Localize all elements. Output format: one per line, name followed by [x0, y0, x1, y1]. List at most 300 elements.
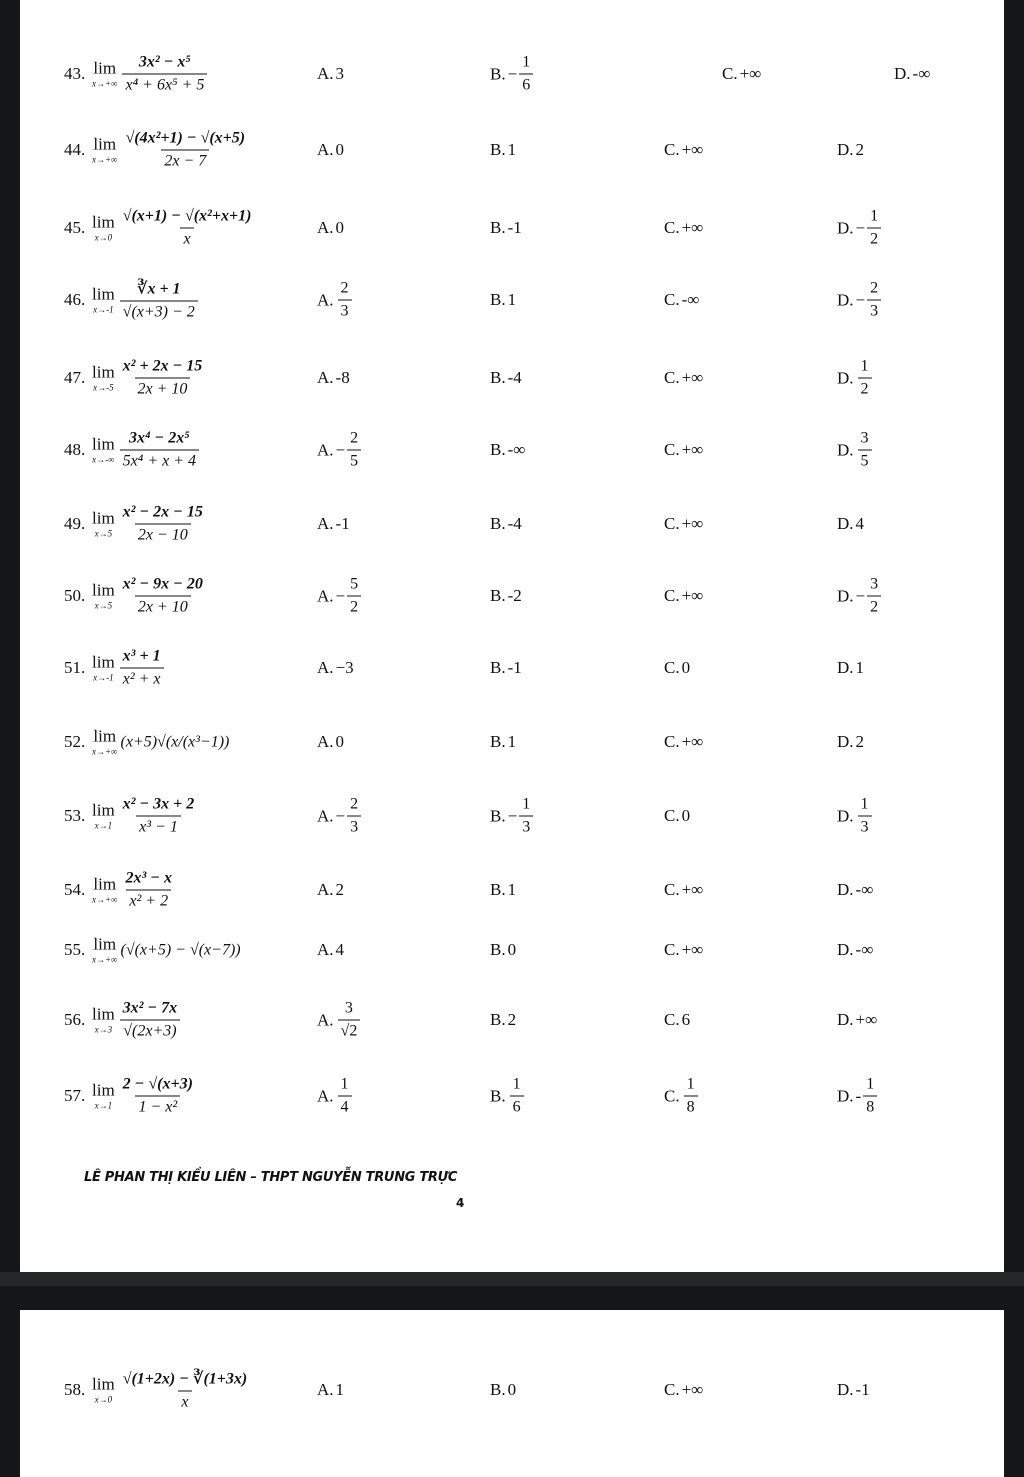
fraction-denominator: 2: [347, 596, 361, 617]
option-d[interactable]: [837, 940, 873, 960]
lim-word: lim: [93, 934, 117, 954]
option-label: C.: [664, 514, 680, 533]
option-c[interactable]: [664, 732, 703, 752]
limit-fraction: [122, 870, 175, 911]
lim-word: lim: [93, 874, 117, 894]
option-value: +∞: [681, 586, 704, 605]
limit-fraction: [120, 504, 206, 545]
option-sign: −: [855, 218, 866, 237]
limit-expression: [92, 208, 256, 249]
fraction-denominator: 5x⁴ + x + 4: [120, 450, 199, 471]
fraction-numerator: 3: [870, 575, 879, 593]
limit-operator: [92, 802, 115, 831]
option-b[interactable]: [490, 514, 522, 534]
option-value: -∞: [681, 290, 700, 309]
option-value: -4: [507, 514, 522, 533]
option-label: A.: [317, 514, 334, 533]
lim-subscript: x→-1: [93, 304, 114, 315]
option-label: D.: [837, 1010, 854, 1029]
limit-expression: [92, 279, 200, 322]
limit-operator: [92, 1376, 115, 1405]
option-fraction: [347, 796, 361, 837]
lim-word: lim: [92, 284, 115, 304]
lim-subscript: x→1: [94, 820, 113, 831]
question-number: 56.: [64, 1010, 86, 1029]
option-label: A.: [317, 658, 334, 677]
limit-fraction: [122, 130, 248, 171]
option-a[interactable]: [317, 880, 344, 900]
option-fraction: [338, 280, 352, 321]
option-value: +∞: [739, 64, 762, 83]
question-number: 44.: [64, 140, 86, 159]
option-label: A.: [317, 64, 334, 83]
option-value: -∞: [855, 940, 874, 959]
question-row: [64, 1360, 1004, 1420]
lim-word: lim: [92, 1004, 115, 1024]
lim-subscript: x→5: [94, 600, 113, 611]
option-b[interactable]: [490, 796, 535, 837]
option-sign: −: [507, 64, 518, 83]
option-value: +∞: [681, 440, 704, 459]
fraction-denominator: 2: [858, 378, 872, 399]
option-b[interactable]: [490, 1076, 526, 1117]
option-label: C.: [664, 658, 680, 677]
option-b[interactable]: [490, 440, 525, 460]
option-b[interactable]: [490, 732, 516, 752]
option-value: -∞: [855, 880, 874, 899]
question-number: 57.: [64, 1086, 86, 1105]
question-row: [64, 494, 1004, 554]
option-sign: −: [855, 586, 866, 605]
option-sign: −: [507, 806, 518, 825]
option-value: -8: [335, 368, 350, 387]
fraction-denominator: 8: [684, 1096, 698, 1117]
option-label: A.: [317, 218, 334, 237]
fraction-numerator: 2: [350, 429, 359, 447]
option-label: B.: [490, 514, 506, 533]
limit-operator: [92, 1006, 115, 1035]
option-c[interactable]: [664, 1380, 703, 1400]
fraction-numerator: 2: [870, 279, 879, 297]
option-label: C.: [664, 1086, 680, 1105]
limit-fraction: [120, 430, 199, 471]
question-row: [64, 120, 1004, 180]
option-label: D.: [837, 586, 854, 605]
lim-word: lim: [93, 58, 117, 78]
option-c[interactable]: [664, 368, 703, 388]
option-fraction: [867, 576, 881, 617]
option-a[interactable]: [317, 576, 363, 617]
limit-operator: [92, 60, 117, 89]
option-label: B.: [490, 940, 506, 959]
lim-word: lim: [92, 1080, 115, 1100]
fraction-numerator: 1: [512, 1075, 521, 1093]
option-b[interactable]: [490, 368, 522, 388]
fraction-numerator: 5: [350, 575, 359, 593]
option-label: D.: [837, 940, 854, 959]
lim-word: lim: [92, 212, 115, 232]
option-label: C.: [664, 586, 680, 605]
option-d[interactable]: [837, 208, 883, 249]
option-b[interactable]: [490, 1380, 516, 1400]
fraction-numerator: 3x⁴ − 2x⁵: [128, 429, 190, 447]
option-label: D.: [837, 290, 854, 309]
fraction-numerator: x² − 2x − 15: [122, 503, 203, 521]
option-fraction: [519, 54, 533, 95]
option-sign: −: [335, 586, 346, 605]
option-value: +∞: [681, 368, 704, 387]
limit-fraction: [120, 1076, 196, 1117]
option-d[interactable]: [837, 796, 874, 837]
fraction-numerator: 1: [686, 1075, 695, 1093]
option-label: A.: [317, 940, 334, 959]
option-value: 0: [681, 658, 691, 677]
option-b[interactable]: [490, 940, 516, 960]
limit-expression: [92, 1000, 182, 1041]
option-c[interactable]: [664, 140, 703, 160]
fraction-denominator: 3: [858, 816, 872, 837]
option-fraction: [510, 1076, 524, 1117]
limit-expression: [92, 358, 207, 399]
option-label: D.: [837, 880, 854, 899]
limit-fraction: [122, 54, 207, 95]
option-label: C.: [664, 440, 680, 459]
limit-operator: [92, 510, 115, 539]
option-value: 1: [507, 140, 517, 159]
limit-operator: [92, 286, 115, 315]
limit-operator: [92, 214, 115, 243]
question-row: [64, 1066, 1004, 1126]
limit-expression: [92, 1369, 252, 1412]
option-a[interactable]: [317, 64, 344, 84]
limit-fraction: [120, 1000, 181, 1041]
footer-author: LÊ PHAN THỊ KIỀU LIÊN – THPT NGUYỄN TRUNG TRỰC: [84, 1170, 458, 1185]
option-label: A.: [317, 290, 334, 309]
question-number: 43.: [64, 64, 86, 83]
limit-body: (√(x+5) − √(x−7)): [120, 941, 241, 958]
option-label: A.: [317, 732, 334, 751]
option-value: 1: [507, 880, 517, 899]
limit-fraction: [120, 796, 198, 837]
option-fraction: [684, 1076, 698, 1117]
option-label: C.: [664, 732, 680, 751]
limit-expression: [92, 504, 208, 545]
option-label: B.: [490, 64, 506, 83]
fraction-denominator: 4: [338, 1096, 352, 1117]
lim-word: lim: [92, 362, 115, 382]
fraction-denominator: x⁴ + 6x⁵ + 5: [122, 74, 207, 95]
limit-operator: [92, 1082, 115, 1111]
fraction-numerator: √(x+1) − √(x²+x+1): [122, 207, 252, 225]
option-label: A.: [317, 806, 334, 825]
option-value: 1: [507, 732, 517, 751]
fraction-numerator: 2: [340, 279, 349, 297]
limit-body: (x+5)√(x/(x³−1)): [120, 733, 230, 750]
lim-subscript: x→5: [94, 528, 113, 539]
question-row: [64, 420, 1004, 480]
fraction-denominator: 3: [347, 816, 361, 837]
option-value: -∞: [507, 440, 526, 459]
option-a[interactable]: [317, 658, 354, 678]
fraction-numerator: √(4x²+1) − √(x+5): [125, 129, 246, 147]
fraction-numerator: x² − 9x − 20: [122, 575, 203, 593]
option-value: +∞: [681, 1380, 704, 1399]
fraction-denominator: √2: [338, 1020, 361, 1041]
option-sign: −: [855, 290, 866, 309]
option-a[interactable]: [317, 940, 344, 960]
option-d[interactable]: [894, 64, 930, 84]
option-b[interactable]: [490, 1010, 516, 1030]
option-label: A.: [317, 440, 334, 459]
option-d[interactable]: [837, 280, 883, 321]
limit-operator: [92, 436, 115, 465]
option-c[interactable]: [664, 440, 703, 460]
fraction-denominator: 2x + 10: [135, 378, 191, 399]
option-value: +∞: [681, 514, 704, 533]
option-label: D.: [837, 514, 854, 533]
question-number: 49.: [64, 514, 86, 533]
lim-subscript: x→+∞: [92, 154, 118, 165]
lim-subscript: x→0: [94, 232, 113, 243]
limit-operator: [92, 876, 117, 905]
option-c[interactable]: [664, 806, 690, 826]
limit-fraction: [120, 358, 206, 399]
option-c[interactable]: [664, 658, 690, 678]
option-value: 3: [335, 64, 345, 83]
option-d[interactable]: [837, 1076, 879, 1117]
fraction-denominator: 2x − 10: [135, 524, 191, 545]
option-label: A.: [317, 368, 334, 387]
document-page-1: [20, 0, 1004, 1272]
lim-subscript: x→3: [94, 1024, 113, 1035]
option-label: A.: [317, 1010, 334, 1029]
option-a[interactable]: [317, 1380, 344, 1400]
option-value: 6: [681, 1010, 691, 1029]
option-label: C.: [664, 290, 680, 309]
fraction-numerator: ∛x + 1: [136, 280, 181, 298]
option-b[interactable]: [490, 880, 516, 900]
question-number: 52.: [64, 732, 86, 751]
option-label: B.: [490, 218, 506, 237]
option-c[interactable]: [722, 64, 761, 84]
fraction-numerator: 3: [860, 429, 869, 447]
option-b[interactable]: [490, 54, 535, 95]
lim-subscript: x→0: [94, 1394, 113, 1405]
fraction-denominator: x² + x: [120, 668, 164, 689]
option-label: B.: [490, 880, 506, 899]
option-label: D.: [837, 218, 854, 237]
option-d[interactable]: [837, 732, 864, 752]
option-value: -4: [507, 368, 522, 387]
option-value: +∞: [681, 732, 704, 751]
option-value: −3: [335, 658, 354, 677]
option-label: B.: [490, 1010, 506, 1029]
limit-fraction: [120, 648, 164, 689]
option-d[interactable]: [837, 358, 874, 399]
limit-expression: [92, 430, 201, 471]
option-d[interactable]: [837, 880, 873, 900]
option-label: C.: [664, 806, 680, 825]
option-value: +∞: [681, 140, 704, 159]
option-b[interactable]: [490, 218, 522, 238]
lim-subscript: x→+∞: [92, 954, 118, 965]
limit-expression: [92, 870, 177, 911]
fraction-denominator: 5: [347, 450, 361, 471]
option-d[interactable]: [837, 658, 864, 678]
option-a[interactable]: [317, 368, 350, 388]
limit-expression: [92, 130, 250, 171]
option-value: -1: [855, 1380, 870, 1399]
lim-word: lim: [93, 134, 117, 154]
option-b[interactable]: [490, 290, 516, 310]
option-label: B.: [490, 140, 506, 159]
option-label: D.: [837, 806, 854, 825]
option-label: C.: [664, 140, 680, 159]
option-label: A.: [317, 586, 334, 605]
fraction-numerator: 3: [344, 999, 353, 1017]
option-fraction: [519, 796, 533, 837]
option-c[interactable]: [664, 880, 703, 900]
lim-word: lim: [92, 1374, 115, 1394]
question-row: [64, 348, 1004, 408]
option-sign: -: [855, 1086, 862, 1105]
question-number: 47.: [64, 368, 86, 387]
question-row: [64, 44, 1004, 104]
option-label: C.: [722, 64, 738, 83]
question-number: 48.: [64, 440, 86, 459]
question-row: [64, 920, 1004, 980]
option-label: D.: [837, 140, 854, 159]
question-number: 51.: [64, 658, 86, 677]
question-row: [64, 270, 1004, 330]
option-value: -1: [507, 218, 522, 237]
option-d[interactable]: [837, 576, 883, 617]
fraction-numerator: 1: [870, 207, 879, 225]
option-label: C.: [664, 368, 680, 387]
option-a[interactable]: [317, 732, 344, 752]
option-value: 1: [335, 1380, 345, 1399]
option-value: -1: [507, 658, 522, 677]
option-a[interactable]: [317, 796, 363, 837]
limit-expression: [92, 936, 241, 965]
limit-operator: [92, 364, 115, 393]
option-fraction: [858, 796, 872, 837]
option-a[interactable]: [317, 1000, 362, 1041]
option-label: B.: [490, 290, 506, 309]
option-sign: −: [335, 440, 346, 459]
option-label: C.: [664, 940, 680, 959]
option-label: A.: [317, 1086, 334, 1105]
lim-subscript: x→+∞: [92, 78, 118, 89]
question-row: [64, 990, 1004, 1050]
option-value: -∞: [912, 64, 931, 83]
option-c[interactable]: [664, 1076, 700, 1117]
option-label: C.: [664, 880, 680, 899]
fraction-denominator: x² + 2: [126, 890, 171, 911]
option-label: D.: [894, 64, 911, 83]
option-b[interactable]: [490, 658, 522, 678]
option-d[interactable]: [837, 514, 864, 534]
lim-subscript: x→+∞: [92, 894, 118, 905]
option-a[interactable]: [317, 430, 363, 471]
option-c[interactable]: [664, 290, 699, 310]
option-d[interactable]: [837, 1010, 877, 1030]
limit-expression: [92, 54, 209, 95]
fraction-denominator: √(2x+3): [120, 1020, 179, 1041]
option-sign: −: [335, 806, 346, 825]
fraction-denominator: 5: [858, 450, 872, 471]
fraction-denominator: x³ − 1: [136, 816, 181, 837]
document-page-2: [20, 1310, 1004, 1477]
option-label: B.: [490, 1086, 506, 1105]
fraction-denominator: x: [180, 228, 193, 249]
option-c[interactable]: [664, 514, 703, 534]
option-c[interactable]: [664, 1010, 690, 1030]
option-value: 2: [335, 880, 345, 899]
option-value: 0: [335, 732, 345, 751]
question-row: [64, 712, 1004, 772]
lim-word: lim: [92, 652, 115, 672]
option-value: 0: [507, 1380, 517, 1399]
fraction-denominator: x: [178, 1391, 191, 1412]
lim-word: lim: [92, 800, 115, 820]
option-c[interactable]: [664, 586, 703, 606]
question-number: 55.: [64, 940, 86, 959]
fraction-denominator: 2: [867, 596, 881, 617]
option-label: D.: [837, 1380, 854, 1399]
option-label: A.: [317, 140, 334, 159]
limit-expression: [92, 648, 166, 689]
option-a[interactable]: [317, 280, 354, 321]
option-a[interactable]: [317, 218, 344, 238]
option-d[interactable]: [837, 1380, 870, 1400]
option-d[interactable]: [837, 140, 864, 160]
option-value: 1: [855, 658, 865, 677]
fraction-denominator: 3: [867, 300, 881, 321]
option-c[interactable]: [664, 940, 703, 960]
option-a[interactable]: [317, 140, 344, 160]
option-fraction: [863, 1076, 877, 1117]
question-number: 53.: [64, 806, 86, 825]
limit-fraction: [120, 1369, 251, 1412]
option-a[interactable]: [317, 514, 350, 534]
limit-fraction: [120, 576, 206, 617]
option-label: D.: [837, 440, 854, 459]
option-b[interactable]: [490, 586, 522, 606]
lim-word: lim: [92, 580, 115, 600]
option-value: 4: [855, 514, 865, 533]
option-value: -2: [507, 586, 522, 605]
option-label: B.: [490, 368, 506, 387]
option-c[interactable]: [664, 218, 703, 238]
option-label: B.: [490, 440, 506, 459]
option-fraction: [858, 358, 872, 399]
page-gap: [0, 1272, 1024, 1286]
option-label: D.: [837, 368, 854, 387]
limit-expression: [92, 796, 199, 837]
limit-expression: [92, 728, 229, 757]
fraction-numerator: x² + 2x − 15: [122, 357, 203, 375]
option-value: 4: [335, 940, 345, 959]
option-b[interactable]: [490, 140, 516, 160]
option-label: D.: [837, 658, 854, 677]
option-a[interactable]: [317, 1076, 354, 1117]
fraction-numerator: x² − 3x + 2: [122, 795, 195, 813]
fraction-numerator: 2 − √(x+3): [122, 1075, 193, 1093]
option-d[interactable]: [837, 430, 874, 471]
limit-operator: [92, 582, 115, 611]
option-fraction: [867, 280, 881, 321]
